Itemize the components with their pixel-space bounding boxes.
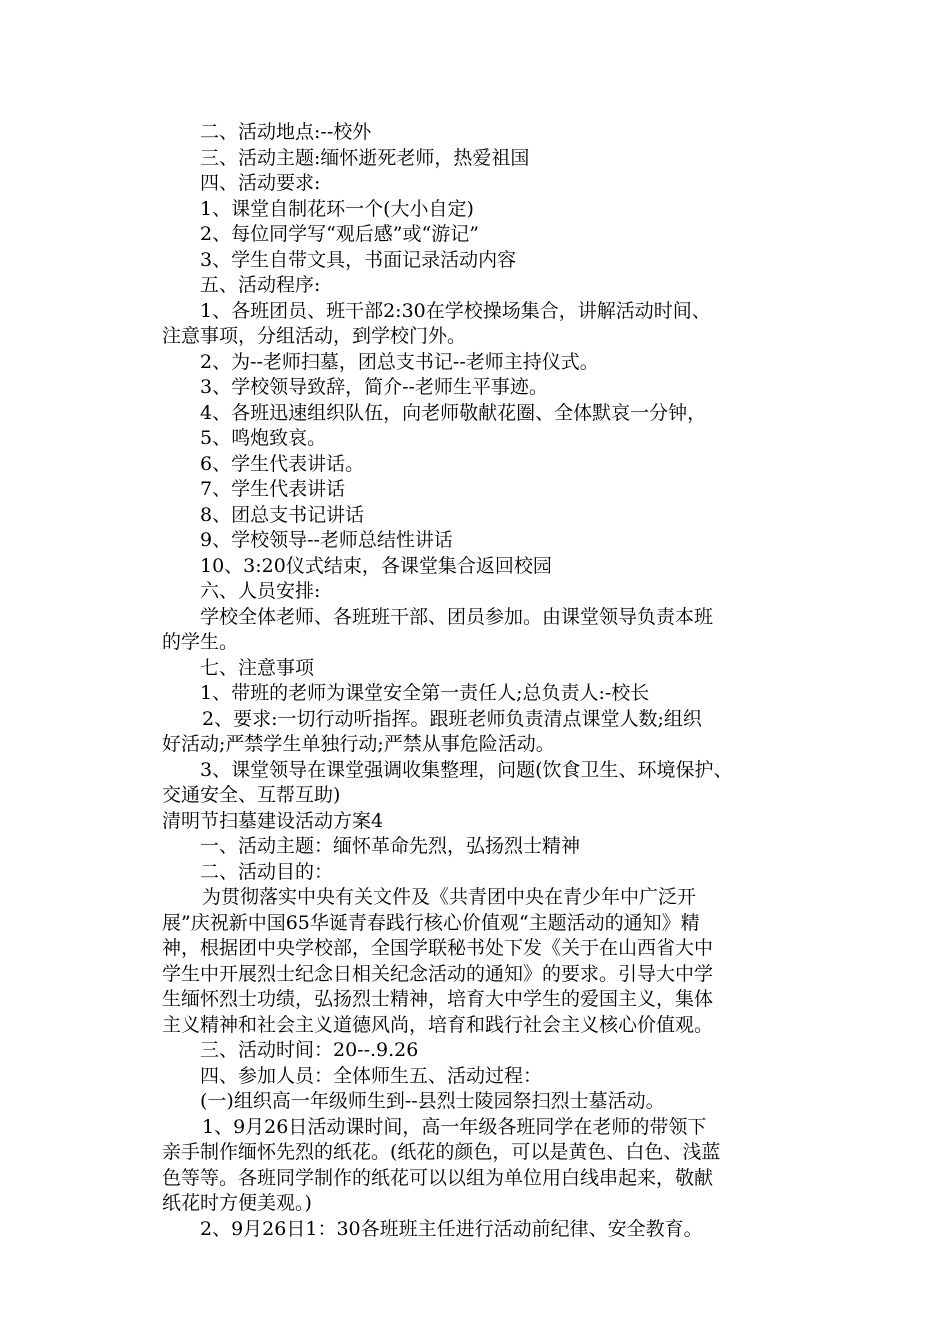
text-line: 交通安全、互帮互助) — [162, 784, 341, 806]
text-line: 神，根据团中央学校部，全国学联秘书处下发《关于在山西省大中 — [162, 937, 714, 959]
text-line: 9、学校领导--老师总结性讲话 — [200, 529, 453, 551]
text-line: 4、各班迅速组织队伍，向老师敬献花圈、全体默哀一分钟， — [200, 401, 707, 424]
text-line: 三、活动时间：20--.9.26 — [200, 1039, 419, 1061]
text-line: 生缅怀烈士功绩，弘扬烈士精神，培育大中学生的爱国主义，集体 — [162, 988, 714, 1010]
text-line: 1、各班团员、班干部2:30在学校操场集合，讲解活动时间、 — [200, 299, 711, 322]
text-line: 学生中开展烈士纪念日相关纪念活动的通知》的要求。引导大中学 — [162, 962, 714, 985]
text-line: 1、带班的老师为课堂安全第一责任人;总负责人:-校长 — [200, 682, 650, 704]
text-line: 三、活动主题:缅怀逝死老师，热爱祖国 — [200, 146, 530, 169]
text-line: 2、9月26日1：30各班班主任进行活动前纪律、安全教育。 — [200, 1217, 703, 1240]
text-line: 2、要求:一切行动听指挥。跟班老师负责清点课堂人数;组织 — [202, 707, 702, 730]
text-line: 纸花时方便美观。) — [162, 1192, 312, 1214]
text-line: 七、注意事项 — [200, 656, 315, 679]
text-line: 四、活动要求: — [200, 172, 321, 194]
text-line: 1、课堂自制花环一个(大小自定) — [200, 197, 474, 220]
text-line: 6、学生代表讲话。 — [200, 452, 365, 475]
text-line: 展”庆祝新中国65华诞青春践行核心价值观“主题活动的通知》精 — [162, 911, 700, 934]
text-line: 清明节扫墓建设活动方案4 — [162, 809, 384, 832]
text-line: 注意事项，分组活动，到学校门外。 — [162, 325, 467, 347]
text-line: 主义精神和社会主义道德风尚，培育和践行社会主义核心价值观。 — [162, 1013, 714, 1036]
text-line: 四、参加人员：全体师生五、活动过程： — [200, 1064, 543, 1087]
text-line: 2、为--老师扫墓，团总支书记--老师主持仪式。 — [200, 350, 599, 373]
text-line: 亲手制作缅怀先烈的纸花。(纸花的颜色，可以是黄色、白色、浅蓝 — [162, 1141, 721, 1163]
text-line: 二、活动目的： — [200, 860, 334, 883]
text-line: 1、9月26日活动课时间，高一年级各班同学在老师的带领下 — [202, 1115, 707, 1138]
text-line: 二、活动地点:--校外 — [200, 121, 372, 143]
text-line: 学校全体老师、各班班干部、团员参加。由课堂领导负责本班 — [200, 605, 714, 628]
text-line: 7、学生代表讲话 — [200, 478, 346, 500]
text-line: 为贯彻落实中央有关文件及《共青团中央在青少年中广泛开 — [202, 886, 697, 908]
text-line: 10、3:20仪式结束，各课堂集合返回校园 — [200, 554, 552, 577]
text-line: 色等等。各班同学制作的纸花可以以组为单位用白线串起来，敬献 — [162, 1166, 714, 1189]
text-line: 5、鸣炮致哀。 — [200, 427, 327, 449]
text-line: 的学生。 — [162, 631, 239, 653]
text-line: (一)组织高一年级师生到--县烈士陵园祭扫烈士墓活动。 — [200, 1090, 665, 1112]
text-line: 2、每位同学写“观后感”或“游记” — [200, 223, 479, 245]
text-line: 8、团总支书记讲话 — [200, 503, 365, 526]
text-line: 一、活动主题：缅怀革命先烈，弘扬烈士精神 — [200, 835, 581, 857]
text-line: 好活动;严禁学生单独行动;严禁从事危险活动。 — [162, 733, 555, 755]
text-line: 3、学校领导致辞，简介--老师生平事迹。 — [200, 376, 548, 398]
text-line: 六、人员安排: — [200, 580, 321, 602]
text-line: 五、活动程序: — [200, 274, 321, 296]
text-line: 3、学生自带文具，书面记录活动内容 — [200, 248, 517, 271]
text-line: 3、课堂领导在课堂强调收集整理，问题(饮食卫生、环境保护、 — [200, 758, 733, 781]
